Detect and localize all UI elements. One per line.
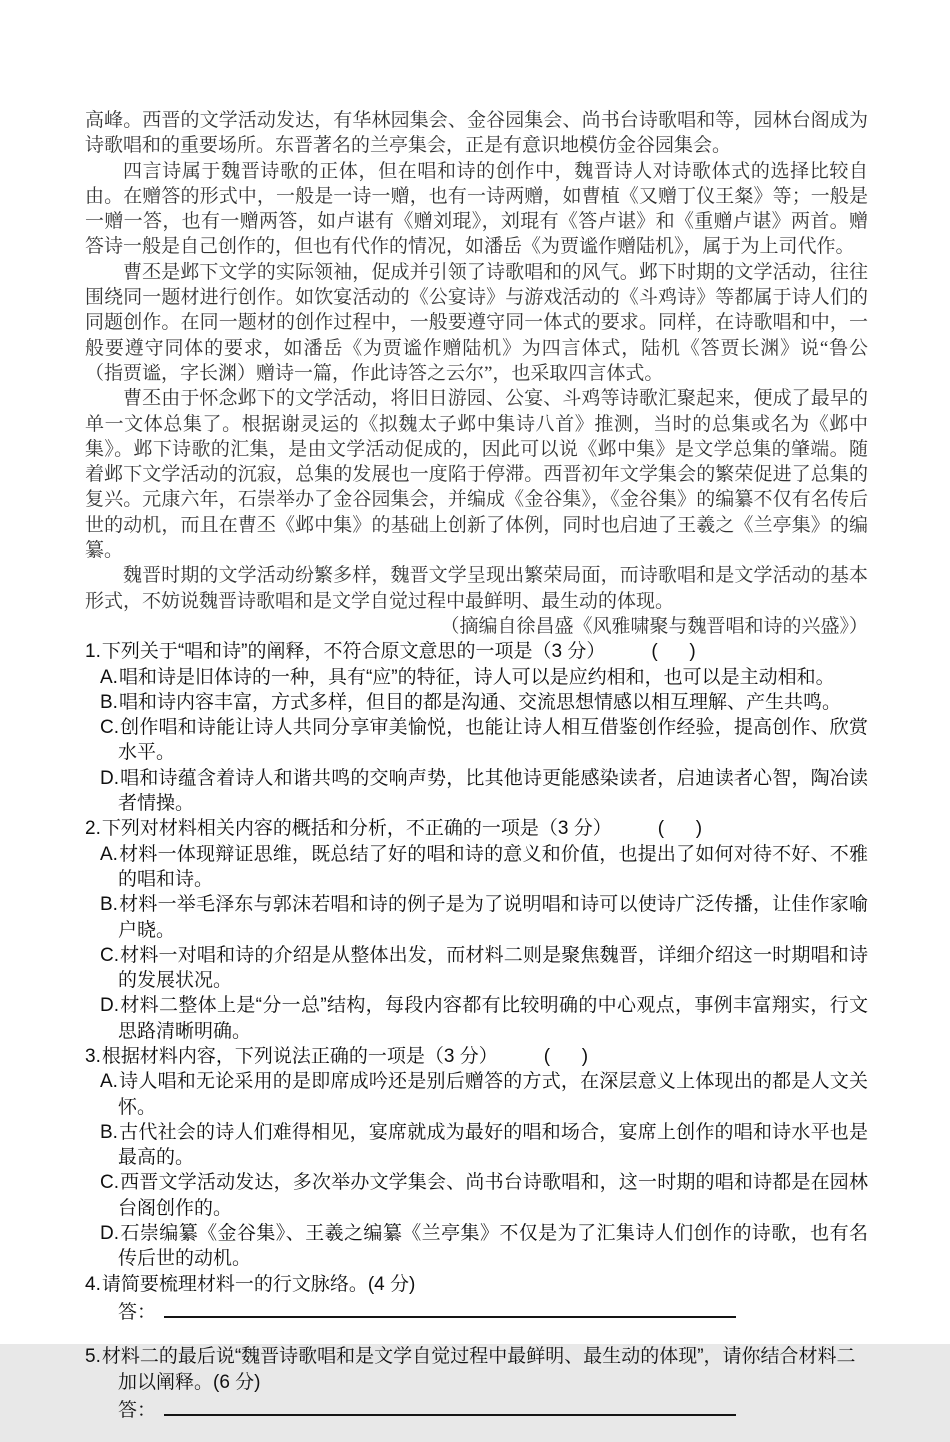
question-5-stem — [85, 1344, 868, 1395]
question-2-option-d — [85, 993, 868, 1044]
question-4-answer-row — [85, 1300, 868, 1325]
question-3-option-d — [85, 1221, 868, 1272]
question-section — [85, 639, 868, 1423]
option-label: C. — [100, 944, 119, 966]
question-1-stem — [85, 639, 868, 664]
answer-bracket: ( ) — [543, 1045, 589, 1067]
option-label: B. — [100, 691, 118, 713]
passage-paragraph-4: 曹丕由于怀念邺下的文学活动，将旧日游园、公宴、斗鸡等诗歌汇聚起来，便成了最早的单一文体总集了。根据谢灵运的《拟魏太子邺中集诗八首》推测，当时的总集或名为《邺中集》。邺下诗歌的汇集，是由文学活动促成的，因此可以说《邺中集》是文学总集的肇端。随着邺下文学活动的沉寂，总集的发展也一度陷于停滞。西晋初年文学集会的繁荣促进了总集的复兴。元康六年，石崇举办了金谷园集会，并编成《金谷集》，《金谷集》的编纂不仅有名传后世的动机，而且在曹丕《邺中集》的基础上创新了体例，同时也启迪了王羲之《兰亭集》的编纂。 — [85, 388, 868, 562]
question-4-stem — [85, 1272, 868, 1297]
answer-bracket: ( ) — [651, 641, 696, 663]
question-5-answer-row — [85, 1398, 868, 1423]
option-text: 唱和诗是旧体诗的一种，具有“应”的特征，诗人可以是应约相和，也可以是主动相和。 — [118, 666, 835, 688]
option-text: 材料一对唱和诗的介绍是从整体出发，而材料二则是聚焦魏晋，详细介绍这一时期唱和诗的发展状况。 — [118, 944, 868, 992]
option-label: C. — [100, 1172, 119, 1194]
answer-label: 答： — [118, 1400, 157, 1422]
option-text: 材料一体现辩证思维，既总结了好的唱和诗的意义和价值，也提出了如何对待不好、不雅的唱和诗。 — [118, 843, 868, 890]
option-label: D. — [100, 767, 119, 789]
option-label: A. — [100, 666, 118, 688]
option-text: 唱和诗内容丰富，方式多样，但目的都是沟通、交流思想情感以相互理解、产生共鸣。 — [118, 691, 841, 713]
option-text: 石崇编纂《金谷集》、王羲之编纂《兰亭集》不仅是为了汇集诗人们创作的诗歌，也有名传后世的动机。 — [118, 1223, 868, 1270]
option-text: 材料一举毛泽东与郭沫若唱和诗的例子是为了说明唱和诗可以使诗广泛传播，让佳作家喻户晓。 — [118, 894, 868, 941]
option-label: A. — [100, 843, 118, 865]
question-3-option-a — [85, 1069, 868, 1120]
option-text: 唱和诗蕴含着诗人和谐共鸣的交响声势，比其他诗更能感染读者，启迪读者心智，陶冶读者情操。 — [118, 767, 868, 815]
question-2-option-a — [85, 842, 868, 893]
answer-blank-line — [164, 1398, 736, 1416]
option-label: B. — [100, 1121, 118, 1143]
passage-paragraph-5: 魏晋时期的文学活动纷繁多样，魏晋文学呈现出繁荣局面，而诗歌唱和是文学活动的基本形式，不妨说魏晋诗歌唱和是文学自觉过程中最鲜明、最生动的体现。 — [85, 565, 868, 612]
question-2-option-c — [85, 943, 868, 994]
question-2-option-b — [85, 892, 868, 943]
option-label: D. — [100, 995, 119, 1017]
question-2-stem — [85, 816, 868, 841]
question-3 — [85, 1044, 868, 1272]
question-stem-text: 材料二的最后说“魏晋诗歌唱和是文学自觉过程中最鲜明、最生动的体现”，请你结合材料二加以阐释。(6 分) — [101, 1346, 856, 1393]
passage-attribution: （摘编自徐昌盛《风雅啸聚与魏晋唱和诗的兴盛》） — [440, 615, 868, 637]
question-1-option-b — [85, 690, 868, 715]
passage-paragraph-3: 曹丕是邺下文学的实际领袖，促成并引领了诗歌唱和的风气。邺下时期的文学活动，往往围绕同一题材进行创作。如饮宴活动的《公宴诗》与游戏活动的《斗鸡诗》等都属于诗人们的同题创作。在同一题材的创作过程中，一般要遵守同一体式的要求。同样，在诗歌唱和中，一般要遵守同体的要求，如潘岳《为贾谧作赠陆机》为四言体式，陆机《答贾长渊》说“鲁公（指贾谧，字长渊）赠诗一篇，作此诗答之云尔”，也采取四言体式。 — [85, 261, 868, 384]
option-label: A. — [100, 1071, 118, 1093]
question-3-option-b — [85, 1120, 868, 1171]
question-number: 2. — [85, 818, 101, 840]
question-stem-text: 下列对材料相关内容的概括和分析，不正确的一项是（3 分） — [101, 818, 612, 840]
option-text: 材料二整体上是“分一总”结构，每段内容都有比较明确的中心观点，事例丰富翔实，行文思路清晰明确。 — [118, 995, 868, 1042]
exam-content — [85, 108, 868, 1442]
question-4 — [85, 1272, 868, 1326]
passage-paragraph-1: 高峰。西晋的文学活动发达，有华林园集会、金谷园集会、尚书台诗歌唱和等，园林台阁成为诗歌唱和的重要场所。东晋著名的兰亭集会，正是有意识地模仿金谷园集会。 — [85, 110, 868, 157]
passage-paragraph-2: 四言诗属于魏晋诗歌的正体，但在唱和诗的创作中，魏晋诗人对诗歌体式的选择比较自由。在赠答的形式中，一般是一诗一赠，也有一诗两赠，如曹植《又赠丁仪王粲》等；一般是一赠一答，也有一赠两答，如卢谌有《赠刘琨》，刘琨有《答卢谌》和《重赠卢谌》两首。赠答诗一般是自己创作的，但也有代作的情况，如潘岳《为贾谧作赠陆机》，属于为上司代作。 — [85, 160, 868, 258]
question-2 — [85, 816, 868, 1044]
question-5 — [85, 1344, 868, 1423]
answer-blank-line — [164, 1300, 736, 1318]
question-number: 1. — [85, 641, 101, 663]
question-1-option-c — [85, 715, 868, 766]
option-text: 西晋文学活动发达，多次举办文学集会、尚书台诗歌唱和，这一时期的唱和诗都是在园林台阁创作的。 — [118, 1172, 868, 1219]
question-number: 5. — [85, 1346, 101, 1368]
question-1-option-d — [85, 766, 868, 817]
option-label: B. — [100, 894, 118, 916]
question-stem-text: 下列关于“唱和诗”的阐释，不符合原文意思的一项是（3 分） — [101, 641, 606, 663]
question-1-option-a — [85, 665, 868, 690]
question-1 — [85, 639, 868, 816]
option-text: 创作唱和诗能让诗人共同分享审美愉悦，也能让诗人相互借鉴创作经验，提高创作、欣赏水平。 — [118, 717, 868, 764]
option-text: 古代社会的诗人们难得相见，宴席就成为最好的唱和场合，宴席上创作的唱和诗水平也是最高的。 — [118, 1121, 868, 1169]
question-stem-text: 请简要梳理材料一的行文脉络。(4 分) — [101, 1273, 416, 1295]
option-label: C. — [100, 717, 119, 739]
question-3-stem — [85, 1044, 868, 1069]
question-3-option-c — [85, 1170, 868, 1221]
option-label: D. — [100, 1223, 119, 1245]
answer-label: 答： — [118, 1302, 157, 1324]
question-stem-text: 根据材料内容，下列说法正确的一项是（3 分） — [101, 1045, 498, 1067]
option-text: 诗人唱和无论采用的是即席成吟还是别后赠答的方式，在深层意义上体现出的都是人文关怀。 — [118, 1071, 868, 1118]
question-number: 3. — [85, 1045, 101, 1067]
question-number: 4. — [85, 1273, 101, 1295]
reading-passage — [85, 108, 868, 639]
answer-bracket: ( ) — [657, 818, 703, 840]
